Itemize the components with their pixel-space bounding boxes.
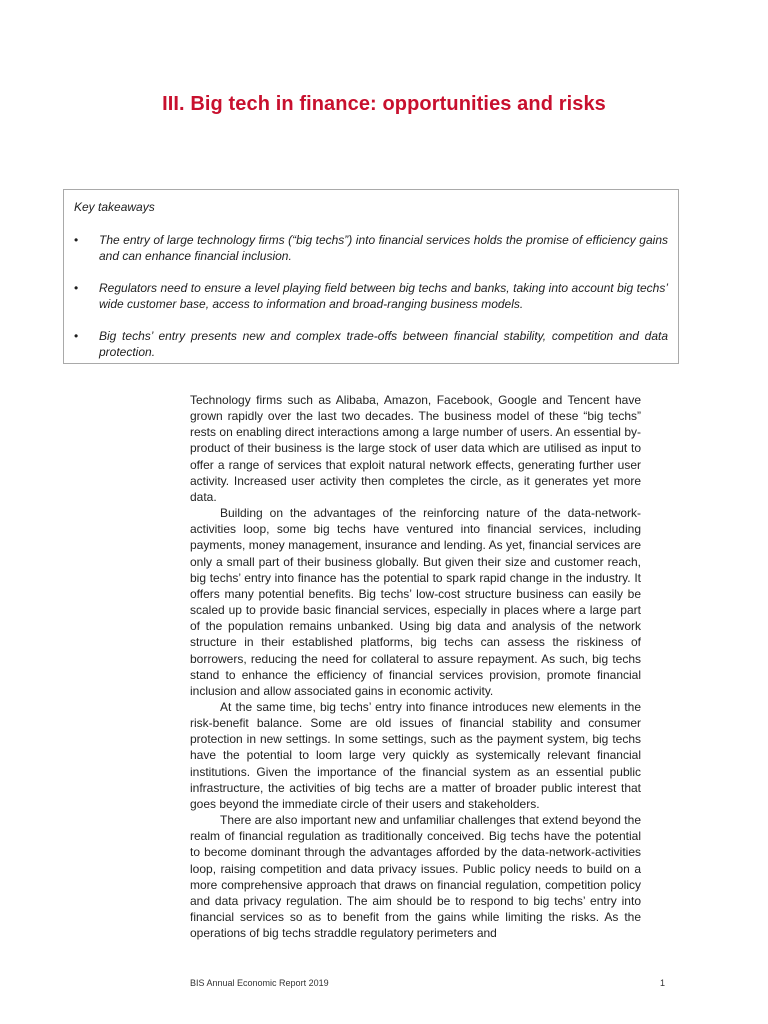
key-takeaways-list	[74, 232, 668, 361]
takeaway-item	[74, 328, 668, 361]
takeaway-text: The entry of large technology firms (“big techs”) into financial services holds the promise of efficiency gains and can enhance financial inclusion.	[99, 232, 668, 263]
takeaway-text: Regulators need to ensure a level playing field between big techs and banks, taking into account big techs’ wide customer base, access to information and broad-ranging business models.	[99, 280, 668, 311]
takeaway-item	[74, 280, 668, 313]
key-takeaways-box	[63, 189, 679, 364]
chapter-title: III. Big tech in finance: opportunities and risks	[162, 93, 606, 116]
bullet-icon: •	[74, 280, 79, 295]
body-text	[190, 392, 641, 941]
bullet-icon: •	[74, 232, 79, 247]
footer-report-name: BIS Annual Economic Report 2019	[190, 978, 329, 988]
body-paragraph: Building on the advantages of the reinforcing nature of the data-network-activities loop, some big techs have ventured into financial services, including payments, money management, insurance and lending. As yet, financial services are only a small part of their business globally. But given their size and customer reach, big techs’ entry into finance has the potential to spark rapid change in the industry. It offers many potential benefits. Big techs’ low-cost structure business can easily be scaled up to provide basic financial services, especially in places where a large part of the population remains unbanked. Using big data and analysis of the network structure in their established platforms, big techs can assess the riskiness of borrowers, reducing the need for collateral to assure repayment. As such, big techs stand to enhance the efficiency of financial services provision, promote financial inclusion and allow associated gains in economic activity.	[190, 506, 641, 698]
body-paragraph: Technology firms such as Alibaba, Amazon, Facebook, Google and Tencent have grown rapidly over the last two decades. The business model of these “big techs” rests on enabling direct interactions among a large number of users. An essential by-product of their business is the large stock of user data which are utilised as input to offer a range of services that exploit natural network effects, generating further user activity. Increased user activity then completes the circle, as it generates yet more data.	[190, 393, 641, 504]
body-paragraph: There are also important new and unfamiliar challenges that extend beyond the realm of financial regulation as traditionally conceived. Big techs have the potential to become dominant through the advantages afforded by the data-network-activities loop, raising competition and data privacy issues. Public policy needs to build on a more comprehensive approach that draws on financial regulation, competition policy and data privacy regulation. The aim should be to respond to big techs’ entry into financial services so as to benefit from the gains while limiting the risks. As the operations of big techs straddle regulatory perimeters and	[190, 813, 641, 941]
key-takeaways-heading: Key takeaways	[74, 200, 155, 214]
bullet-icon: •	[74, 328, 79, 343]
body-paragraph: At the same time, big techs’ entry into finance introduces new elements in the risk-benefit balance. Some are old issues of financial stability and consumer protection in new settings. In some settings, such as the payment system, big techs have the potential to loom large very quickly as systemically relevant financial institutions. Given the importance of the financial system as an essential public infrastructure, the activities of big techs are a matter of broader public interest that goes beyond the immediate circle of their users and stakeholders.	[190, 699, 641, 811]
takeaway-item	[74, 232, 668, 265]
takeaway-text: Big techs’ entry presents new and complex trade-offs between financial stability, competition and data protection.	[99, 328, 668, 359]
footer-page-number: 1	[660, 978, 666, 988]
